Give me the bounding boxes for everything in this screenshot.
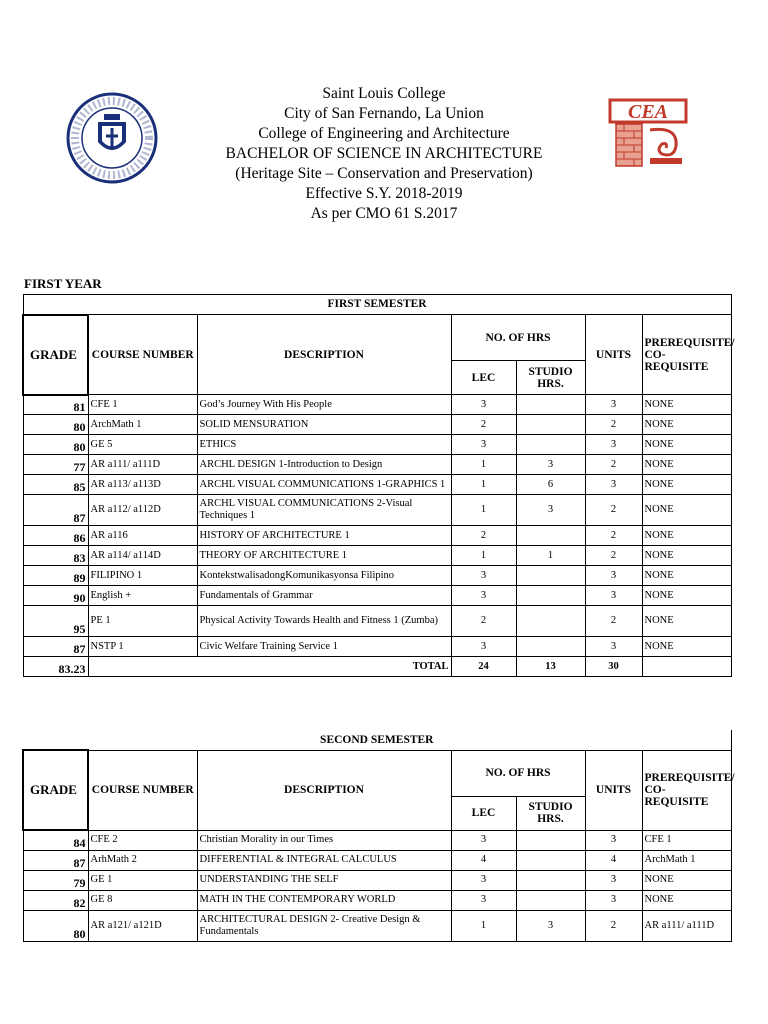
studio-hours [516, 637, 585, 657]
course-row [23, 566, 731, 586]
first-semester-table [22, 294, 735, 677]
course-prereq: NONE [642, 475, 731, 495]
grade-header: GRADE [23, 750, 88, 830]
college-name: Saint Louis College [322, 85, 446, 102]
description-header: DESCRIPTION [197, 750, 451, 830]
course-description: THEORY OF ARCHITECTURE 1 [197, 546, 451, 566]
course-units: 2 [585, 495, 642, 526]
course-grade: 90 [23, 586, 88, 606]
course-grade: 80 [23, 435, 88, 455]
course-description: Christian Morality in our Times [197, 830, 451, 850]
course-prereq: NONE [642, 455, 731, 475]
course-description: ARCHL VISUAL COMMUNICATIONS 1-GRAPHICS 1 [197, 475, 451, 495]
course-units: 2 [585, 606, 642, 637]
course-number: ArchMath 1 [88, 415, 197, 435]
course-grade: 80 [23, 415, 88, 435]
course-number: FILIPINO 1 [88, 566, 197, 586]
lec-hours: 1 [451, 495, 516, 526]
lec-header: LEC [451, 361, 516, 395]
course-prereq: NONE [642, 526, 731, 546]
course-prereq: NONE [642, 495, 731, 526]
course-number: GE 5 [88, 435, 197, 455]
course-row [23, 395, 731, 415]
course-units: 2 [585, 526, 642, 546]
course-grade: 77 [23, 455, 88, 475]
course-number: NSTP 1 [88, 637, 197, 657]
course-grade: 87 [23, 850, 88, 870]
course-grade: 86 [23, 526, 88, 546]
course-row [23, 890, 731, 910]
second-semester-rows [23, 830, 731, 941]
course-units: 3 [585, 435, 642, 455]
total-units: 30 [585, 657, 642, 677]
course-row [23, 546, 731, 566]
course-row [23, 637, 731, 657]
course-description: KontekstwalisadongKomunikasyonsa Filipino [197, 566, 451, 586]
studio-hours [516, 830, 585, 850]
course-number: ArhMath 2 [88, 850, 197, 870]
course-units: 3 [585, 566, 642, 586]
course-units: 3 [585, 586, 642, 606]
course-prereq: NONE [642, 415, 731, 435]
units-header: UNITS [585, 315, 642, 395]
course-row [23, 475, 731, 495]
course-prereq: NONE [642, 606, 731, 637]
studio-hours [516, 415, 585, 435]
average-grade: 83.23 [23, 657, 88, 677]
course-grade: 82 [23, 890, 88, 910]
cea-logo [606, 96, 690, 168]
studio-hours: 3 [516, 455, 585, 475]
hours-header: NO. OF HRS [451, 315, 585, 361]
course-row [23, 415, 731, 435]
course-units: 2 [585, 415, 642, 435]
course-description: DIFFERENTIAL & INTEGRAL CALCULUS [197, 850, 451, 870]
course-description: MATH IN THE CONTEMPORARY WORLD [197, 890, 451, 910]
program-name: BACHELOR OF SCIENCE IN ARCHITECTURE [225, 145, 543, 162]
course-row [23, 910, 731, 941]
course-description: ARCHL DESIGN 1-Introduction to Design [197, 455, 451, 475]
course-number: AR a121/ a121D [88, 910, 197, 941]
course-row [23, 495, 731, 526]
course-description: SOLID MENSURATION [197, 415, 451, 435]
course-description: HISTORY OF ARCHITECTURE 1 [197, 526, 451, 546]
college-seal-logo [66, 92, 158, 184]
course-description: ETHICS [197, 435, 451, 455]
studio-hours [516, 395, 585, 415]
studio-hours [516, 566, 585, 586]
course-grade: 84 [23, 830, 88, 850]
course-number: English + [88, 586, 197, 606]
course-grade: 85 [23, 475, 88, 495]
second-semester-table [22, 730, 735, 942]
course-grade: 79 [23, 870, 88, 890]
prereq-header: PREREQUISITE/ CO-REQUISITE [642, 315, 731, 395]
lec-header: LEC [451, 796, 516, 830]
course-description: ARCHITECTURAL DESIGN 2- Creative Design & Fundamentals [197, 910, 451, 941]
lec-hours: 4 [451, 850, 516, 870]
studio-hours: 3 [516, 495, 585, 526]
effective-year: Effective S.Y. 2018-2019 [305, 185, 463, 202]
course-prereq: CFE 1 [642, 830, 731, 850]
course-prereq: NONE [642, 870, 731, 890]
studio-hours [516, 606, 585, 637]
course-row [23, 455, 731, 475]
total-lec: 24 [451, 657, 516, 677]
course-number: AR a111/ a111D [88, 455, 197, 475]
course-units: 3 [585, 637, 642, 657]
course-row [23, 606, 731, 637]
course-number: CFE 1 [88, 395, 197, 415]
lec-hours: 1 [451, 455, 516, 475]
studio-hours [516, 526, 585, 546]
course-prereq: NONE [642, 566, 731, 586]
lec-hours: 3 [451, 395, 516, 415]
studio-hours [516, 586, 585, 606]
cmo-reference: As per CMO 61 S.2017 [310, 205, 458, 222]
course-number: GE 1 [88, 870, 197, 890]
course-grade: 83 [23, 546, 88, 566]
course-units: 2 [585, 455, 642, 475]
course-units: 2 [585, 546, 642, 566]
total-label: TOTAL [88, 657, 451, 677]
lec-hours: 3 [451, 566, 516, 586]
course-grade: 80 [23, 910, 88, 941]
course-prereq: NONE [642, 395, 731, 415]
course-row [23, 870, 731, 890]
course-prereq: NONE [642, 890, 731, 910]
course-prereq: ArchMath 1 [642, 850, 731, 870]
course-units: 4 [585, 850, 642, 870]
course-number-header: COURSE NUMBER [88, 750, 197, 830]
hours-header: NO. OF HRS [451, 750, 585, 796]
lec-hours: 3 [451, 870, 516, 890]
course-row [23, 586, 731, 606]
course-prereq: AR a111/ a111D [642, 910, 731, 941]
course-row [23, 830, 731, 850]
studio-hours [516, 435, 585, 455]
studio-header: STUDIO HRS. [516, 361, 585, 395]
course-number-header: COURSE NUMBER [88, 315, 197, 395]
first-semester-rows [23, 395, 731, 657]
prereq-header: PREREQUISITE/ CO-REQUISITE [642, 750, 731, 830]
semester-title: FIRST SEMESTER [23, 295, 731, 315]
lec-hours: 1 [451, 910, 516, 941]
course-row [23, 850, 731, 870]
course-units: 3 [585, 890, 642, 910]
total-row [23, 657, 731, 677]
course-units: 2 [585, 910, 642, 941]
lec-hours: 3 [451, 586, 516, 606]
units-header: UNITS [585, 750, 642, 830]
course-number: AR a116 [88, 526, 197, 546]
studio-hours: 1 [516, 546, 585, 566]
course-description: Fundamentals of Grammar [197, 586, 451, 606]
studio-hours: 6 [516, 475, 585, 495]
course-grade: 95 [23, 606, 88, 637]
lec-hours: 2 [451, 526, 516, 546]
course-prereq: NONE [642, 586, 731, 606]
lec-hours: 1 [451, 546, 516, 566]
lec-hours: 3 [451, 435, 516, 455]
course-prereq: NONE [642, 435, 731, 455]
program-specialization: (Heritage Site – Conservation and Preservation) [235, 165, 533, 182]
course-number: GE 8 [88, 890, 197, 910]
studio-hours [516, 890, 585, 910]
lec-hours: 3 [451, 637, 516, 657]
lec-hours: 1 [451, 475, 516, 495]
total-studio: 13 [516, 657, 585, 677]
course-description: God’s Journey With His People [197, 395, 451, 415]
lec-hours: 3 [451, 890, 516, 910]
college-location: City of San Fernando, La Union [284, 105, 484, 122]
lec-hours: 3 [451, 830, 516, 850]
course-number: CFE 2 [88, 830, 197, 850]
lec-hours: 2 [451, 606, 516, 637]
course-units: 3 [585, 870, 642, 890]
department-name: College of Engineering and Architecture [258, 125, 510, 142]
course-prereq: NONE [642, 637, 731, 657]
course-number: PE 1 [88, 606, 197, 637]
course-description: Physical Activity Towards Health and Fitness 1 (Zumba) [197, 606, 451, 637]
cea-logo-text: CEA [627, 101, 669, 123]
course-description: Civic Welfare Training Service 1 [197, 637, 451, 657]
studio-hours [516, 870, 585, 890]
studio-hours: 3 [516, 910, 585, 941]
course-grade: 81 [23, 395, 88, 415]
studio-hours [516, 850, 585, 870]
course-description: ARCHL VISUAL COMMUNICATIONS 2-Visual Techniques 1 [197, 495, 451, 526]
year-title: FIRST YEAR [24, 276, 102, 291]
course-description: UNDERSTANDING THE SELF [197, 870, 451, 890]
course-number: AR a113/ a113D [88, 475, 197, 495]
studio-header: STUDIO HRS. [516, 796, 585, 830]
semester-title: SECOND SEMESTER [23, 730, 731, 750]
course-row [23, 526, 731, 546]
course-grade: 87 [23, 495, 88, 526]
course-units: 3 [585, 395, 642, 415]
course-grade: 89 [23, 566, 88, 586]
course-number: AR a112/ a112D [88, 495, 197, 526]
course-row [23, 435, 731, 455]
course-prereq: NONE [642, 546, 731, 566]
course-number: AR a114/ a114D [88, 546, 197, 566]
grade-header: GRADE [23, 315, 88, 395]
course-units: 3 [585, 475, 642, 495]
course-grade: 87 [23, 637, 88, 657]
description-header: DESCRIPTION [197, 315, 451, 395]
course-units: 3 [585, 830, 642, 850]
lec-hours: 2 [451, 415, 516, 435]
